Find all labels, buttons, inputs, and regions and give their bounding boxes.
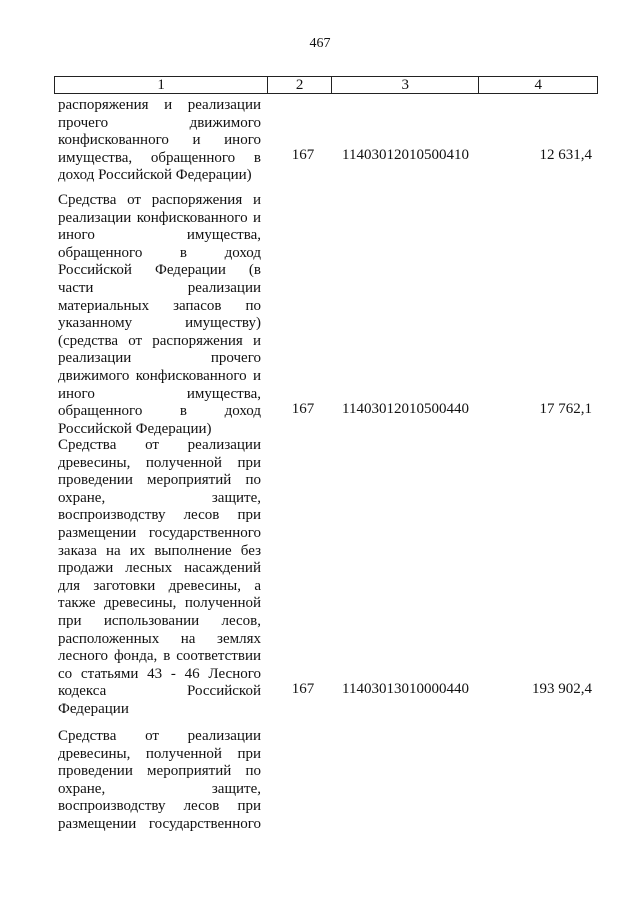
budget-code-cell: 11403013010000440: [342, 681, 469, 697]
description-line: со статьями 43 - 46 Лесного: [58, 665, 261, 682]
column-header-4: 4: [534, 77, 542, 93]
description-line: размещении государственного: [58, 524, 261, 541]
description-line: движимого конфискованного и: [58, 367, 261, 384]
description-line: древесины, полученной при: [58, 454, 261, 471]
admin-code-cell: 167: [291, 681, 315, 697]
amount-cell: 17 762,1: [539, 400, 592, 417]
description-line: прочего движимого: [58, 114, 261, 131]
description-line: иного имущества,: [58, 385, 261, 402]
description-line: проведении мероприятий по: [58, 472, 261, 489]
description-line: при использовании лесов,: [58, 612, 261, 629]
description-line: доход Российской Федерации): [58, 167, 252, 184]
admin-code-cell: 167: [291, 400, 315, 417]
description-line: материальных запасов по: [58, 297, 261, 314]
description-line: воспроизводству лесов при: [58, 507, 261, 524]
description-line: распоряжения и реализации: [58, 97, 261, 113]
description-line: древесины, полученной при: [58, 745, 261, 762]
description-line: реализации прочего: [58, 350, 261, 367]
description-line: обращенного в доход: [58, 244, 261, 261]
description-line: (средства от распоряжения и: [58, 332, 261, 349]
description-line: имущества, обращенного в: [58, 149, 261, 166]
amount-cell: 193 902,4: [532, 681, 592, 697]
description-line: конфискованного и иного: [58, 132, 261, 149]
description-line: заказа на их выполнение без: [58, 542, 261, 559]
table-header-row: [54, 76, 598, 94]
description-line: Средства от распоряжения и: [58, 192, 261, 208]
description-line: Средства от реализации: [58, 728, 261, 744]
description-line: указанному имуществу): [58, 315, 261, 332]
row-description: [58, 97, 261, 185]
column-header-3: 3: [332, 77, 479, 93]
description-line: охране, защите,: [58, 780, 261, 797]
page-number: 467: [309, 36, 331, 51]
budget-code-cell: 11403012010500410: [342, 147, 469, 164]
description-line: воспроизводству лесов при: [58, 798, 261, 815]
description-line: продажи лесных насаждений: [58, 560, 261, 577]
description-line: лесного фонда, в соответствии: [58, 648, 261, 665]
row-description: [58, 192, 261, 438]
description-line: обращенного в доход: [58, 403, 261, 420]
column-header-1: 1: [55, 77, 268, 93]
description-line: части реализации: [58, 279, 261, 296]
description-line: кодекса Российской: [58, 683, 261, 700]
column-header-2: 2: [268, 77, 332, 93]
description-line: размещении государственного: [58, 815, 261, 832]
row-description: [58, 728, 261, 834]
description-line: Федерации: [58, 700, 129, 717]
admin-code-cell: 167: [291, 147, 315, 164]
description-line: иного имущества,: [58, 227, 261, 244]
description-line: охране, защите,: [58, 489, 261, 506]
description-line: для заготовки древесины, а: [58, 577, 261, 594]
description-line: Российской Федерации): [58, 420, 212, 437]
description-line: проведении мероприятий по: [58, 763, 261, 780]
row-description: [58, 437, 261, 719]
description-line: Средства от реализации: [58, 437, 261, 453]
description-line: также древесины, полученной: [58, 595, 261, 612]
description-line: реализации конфискованного и: [58, 209, 261, 226]
budget-code-cell: 11403012010500440: [342, 400, 469, 417]
amount-cell: 12 631,4: [539, 147, 592, 164]
description-line: Российской Федерации (в: [58, 262, 261, 279]
description-line: расположенных на землях: [58, 630, 261, 647]
